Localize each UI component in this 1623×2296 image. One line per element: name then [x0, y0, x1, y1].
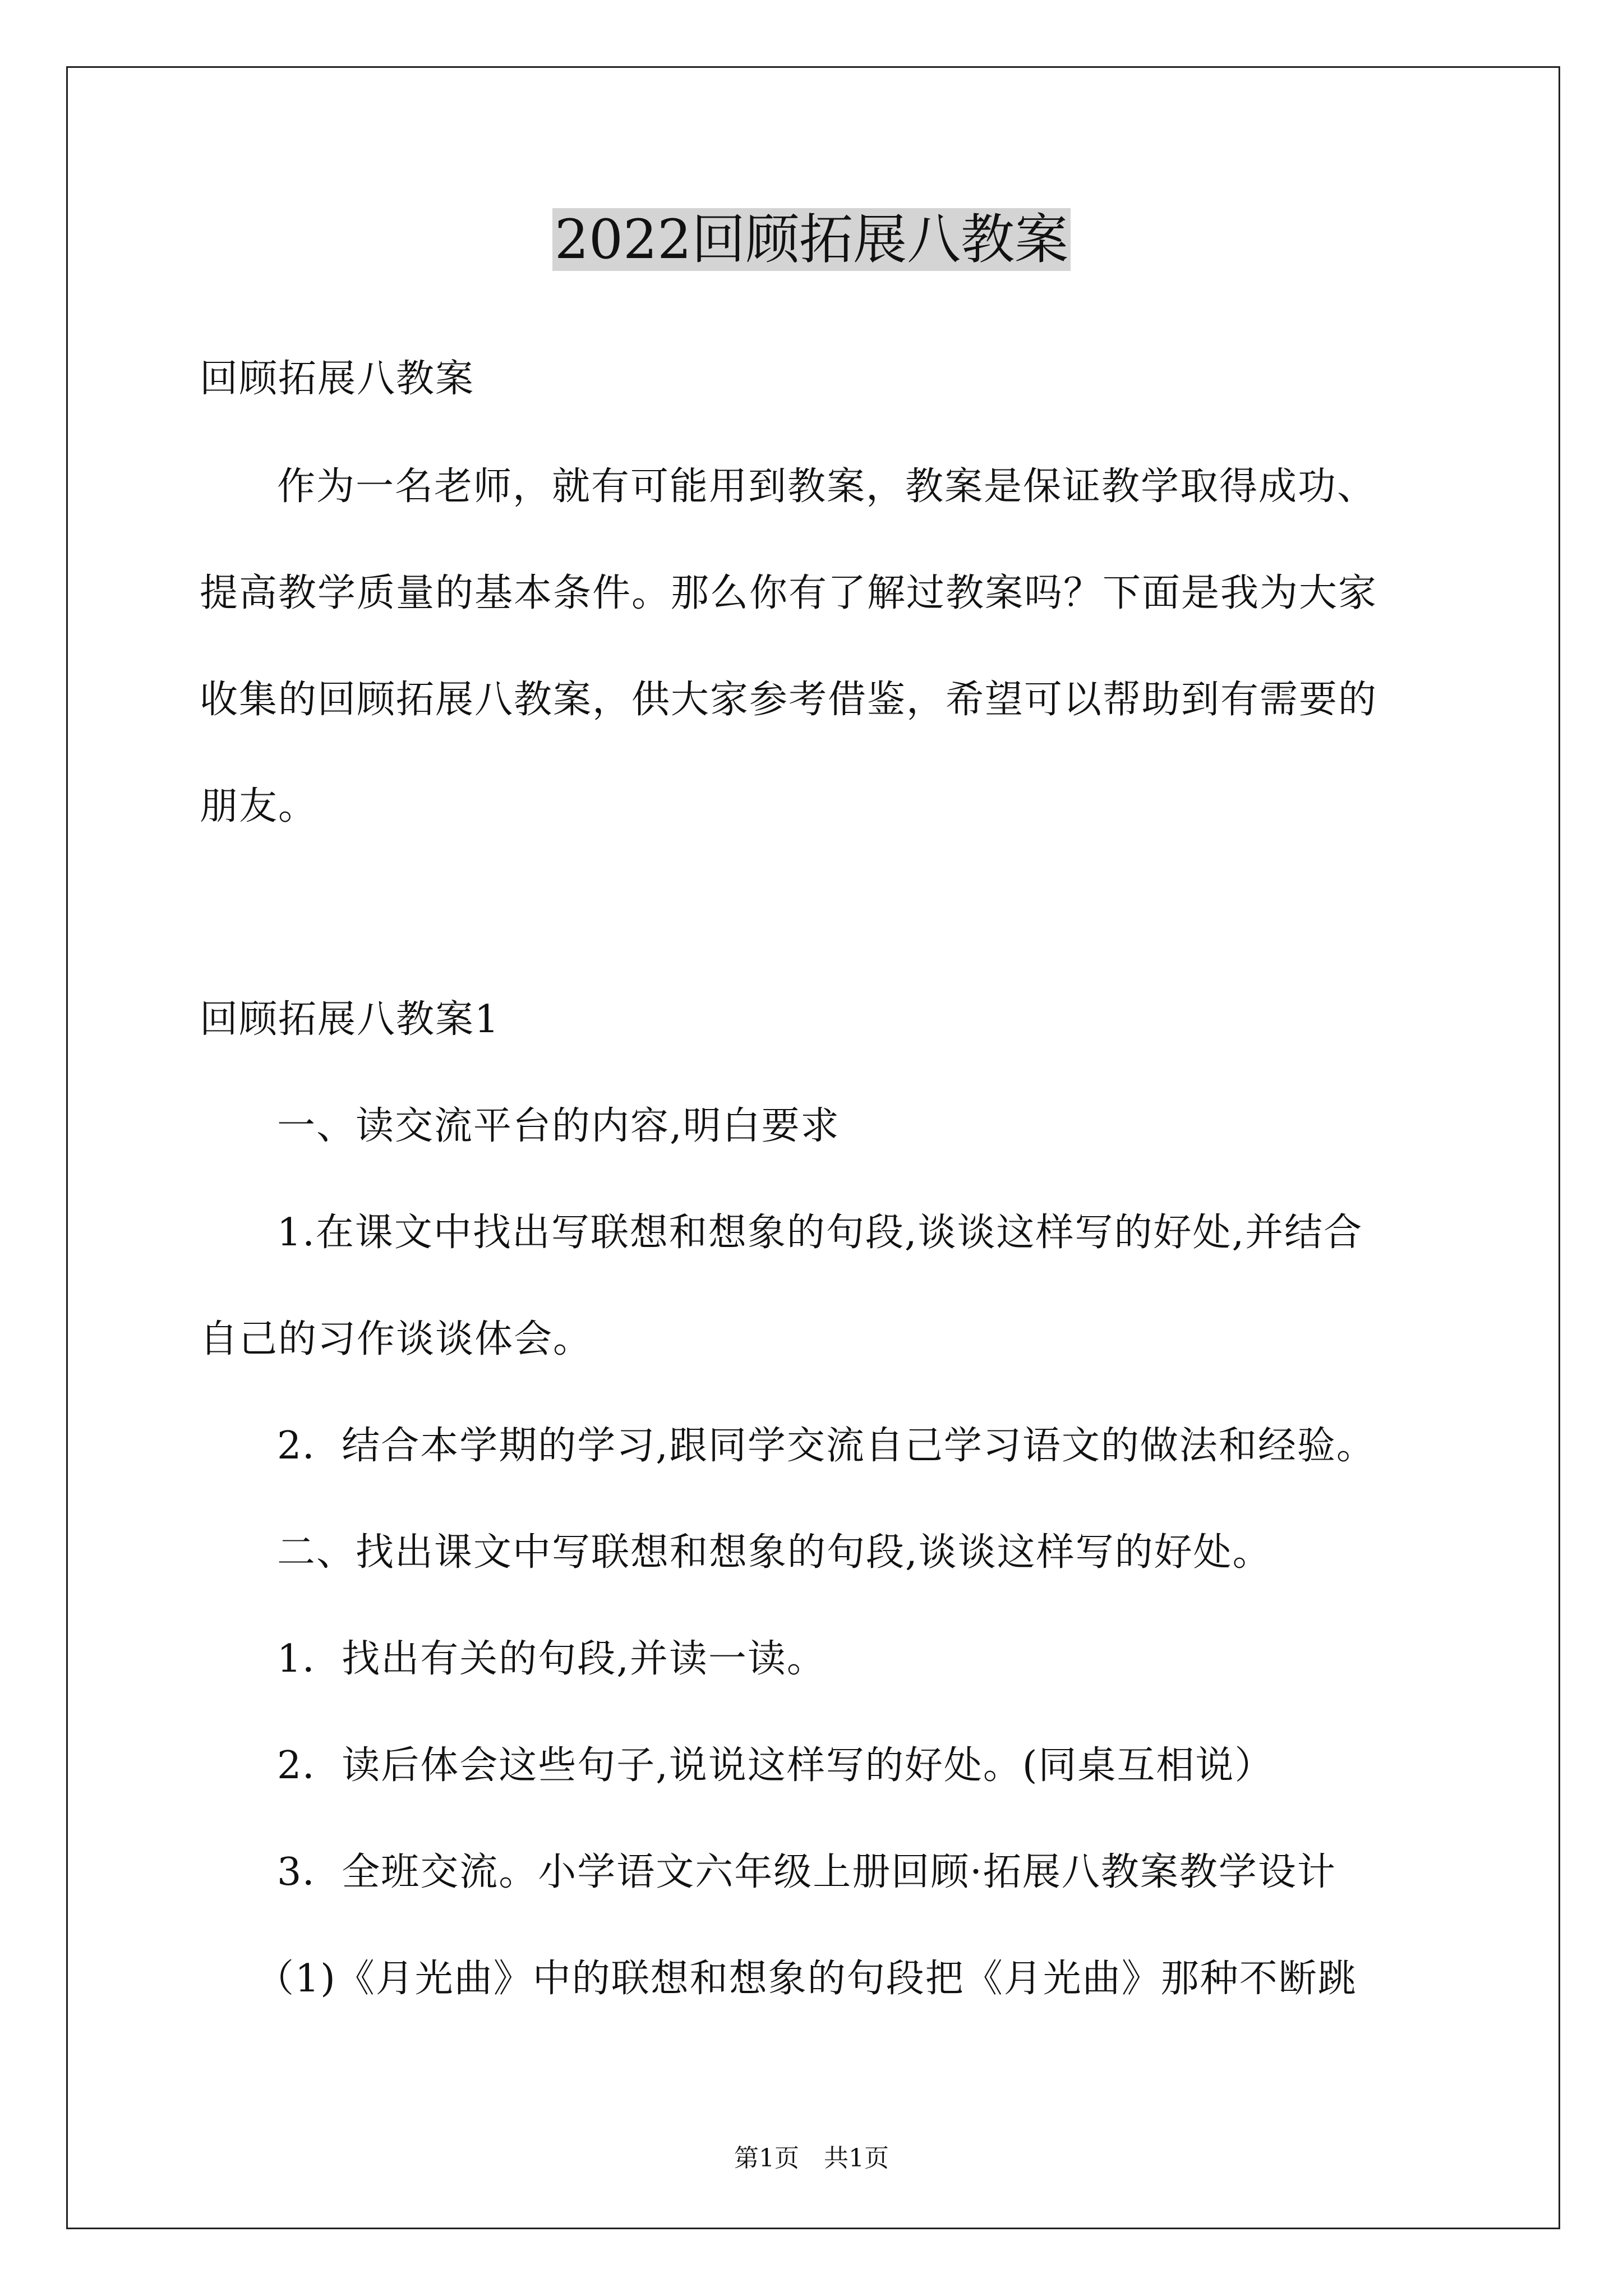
paragraph-line: 3．全班交流。小学语文六年级上册回顾·拓展八教案教学设计: [277, 1850, 1336, 1894]
document-title-text: 2022回顾拓展八教案: [552, 208, 1071, 271]
paragraph-line: 朋友。: [200, 784, 318, 829]
page-footer: 第1页 共1页: [734, 2144, 889, 2173]
paragraph-line: 二、找出课文中写联想和想象的句段,谈谈这样写的好处。: [277, 1530, 1272, 1575]
paragraph-line: 提高教学质量的基本条件。那么你有了解过教案吗？下面是我为大家: [200, 571, 1378, 615]
paragraph-line: 一、读交流平台的内容,明白要求: [277, 1104, 840, 1148]
paragraph-line: 收集的回顾拓展八教案，供大家参考借鉴，希望可以帮助到有需要的: [200, 678, 1378, 722]
subtitle-line: 回顾拓展八教案: [200, 357, 475, 401]
paragraph-line: （1)《月光曲》中的联想和想象的句段把《月光曲》那种不断跳: [256, 1957, 1357, 2001]
paragraph-line: 1．找出有关的句段,并读一读。: [277, 1637, 826, 1681]
paragraph-line: 自己的习作谈谈体会。: [200, 1317, 593, 1361]
paragraph-line: 1.在课文中找出写联想和想象的句段,谈谈这样写的好处,并结合: [277, 1211, 1363, 1255]
document-title: [0, 203, 1623, 276]
paragraph-line: 作为一名老师，就有可能用到教案，教案是保证教学取得成功、: [277, 464, 1377, 509]
paragraph-line: 2．结合本学期的学习,跟同学交流自己学习语文的做法和经验。: [277, 1424, 1376, 1468]
section-heading: 回顾拓展八教案1: [200, 997, 500, 1042]
paragraph-line: 2．读后体会这些句子,说说这样写的好处。(同桌互相说）: [277, 1743, 1274, 1788]
